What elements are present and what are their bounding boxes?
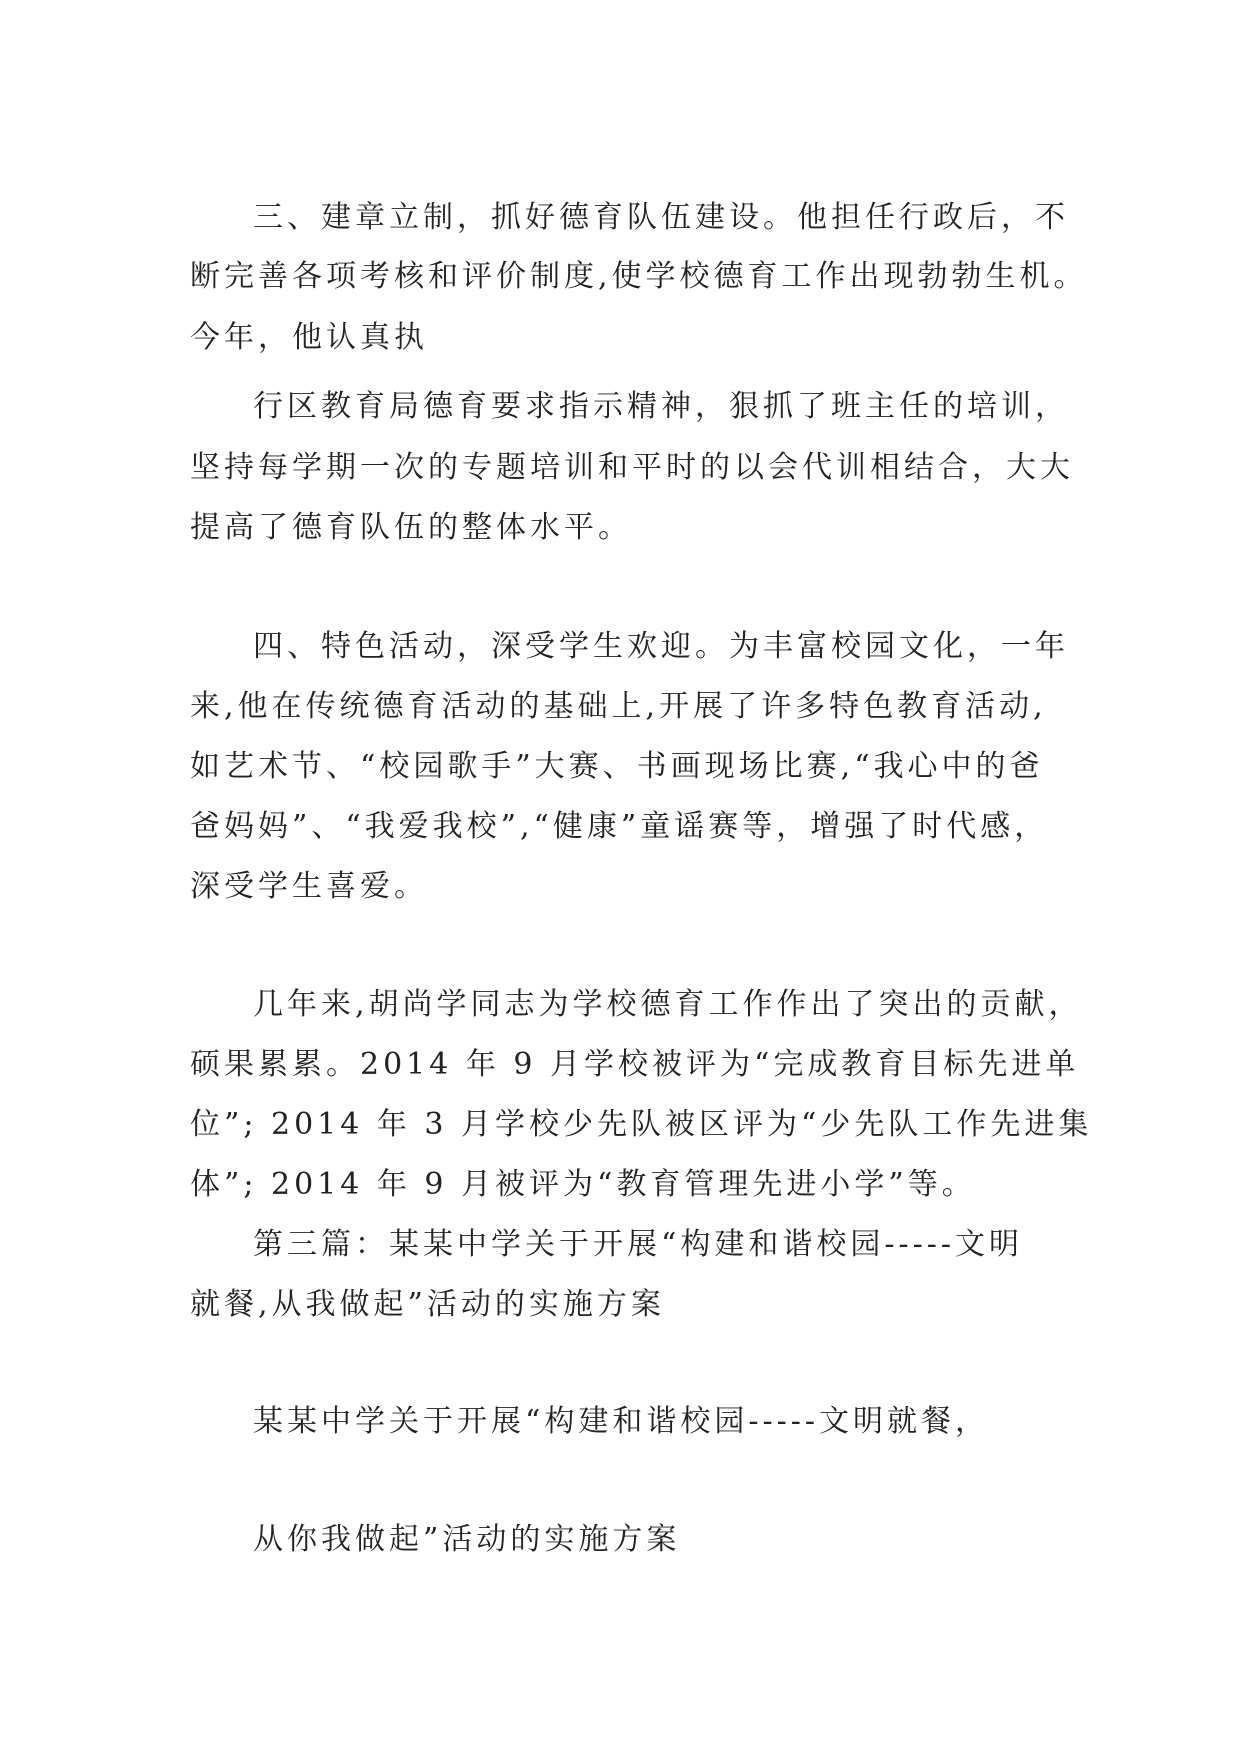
section-heading: 第三篇：某某中学关于开展“构建和谐校园-----文明: [253, 1227, 1024, 1262]
text-line: 今年，他认真执: [190, 320, 428, 355]
text-line: 断完善各项考核和评价制度,使学校德育工作出现勃勃生机。: [190, 259, 1088, 294]
section-heading: 就餐,从我做起”活动的实施方案: [190, 1287, 665, 1322]
text-line: 几年来,胡尚学同志为学校德育工作作出了突出的贡献，: [253, 987, 1083, 1022]
text-line: 行区教育局德育要求指示精神，狠抓了班主任的培训，: [253, 389, 1069, 424]
text-line: 三、建章立制，抓好德育队伍建设。他担任行政后，不: [253, 200, 1069, 235]
plan-title: 从你我做起”活动的实施方案: [253, 1522, 681, 1557]
text-line: 硕果累累。2014 年 9 月学校被评为“完成教育目标先进单: [190, 1047, 1080, 1082]
text-line: 深受学生喜爱。: [190, 869, 428, 904]
text-line: 四、特色活动，深受学生欢迎。为丰富校园文化，一年: [253, 629, 1069, 664]
plan-title: 某某中学关于开展“构建和谐校园-----文明就餐，: [253, 1404, 990, 1439]
text-line: 位”; 2014 年 3 月学校少先队被区评为“少先队工作先进集: [190, 1107, 1093, 1142]
text-line: 坚持每学期一次的专题培训和平时的以会代训相结合，大大: [190, 450, 1074, 485]
text-line: 体”; 2014 年 9 月被评为“教育管理先进小学”等。: [190, 1167, 976, 1202]
text-line: 提高了德育队伍的整体水平。: [190, 510, 632, 545]
text-line: 如艺术节、“校园歌手”大赛、书画现场比赛,“我心中的爸: [190, 749, 1044, 784]
text-line: 爸妈妈”、“我爱我校”,“健康”童谣赛等，增强了时代感，: [190, 809, 1049, 844]
text-line: 来,他在传统德育活动的基础上,开展了许多特色教育活动,: [190, 689, 1047, 724]
